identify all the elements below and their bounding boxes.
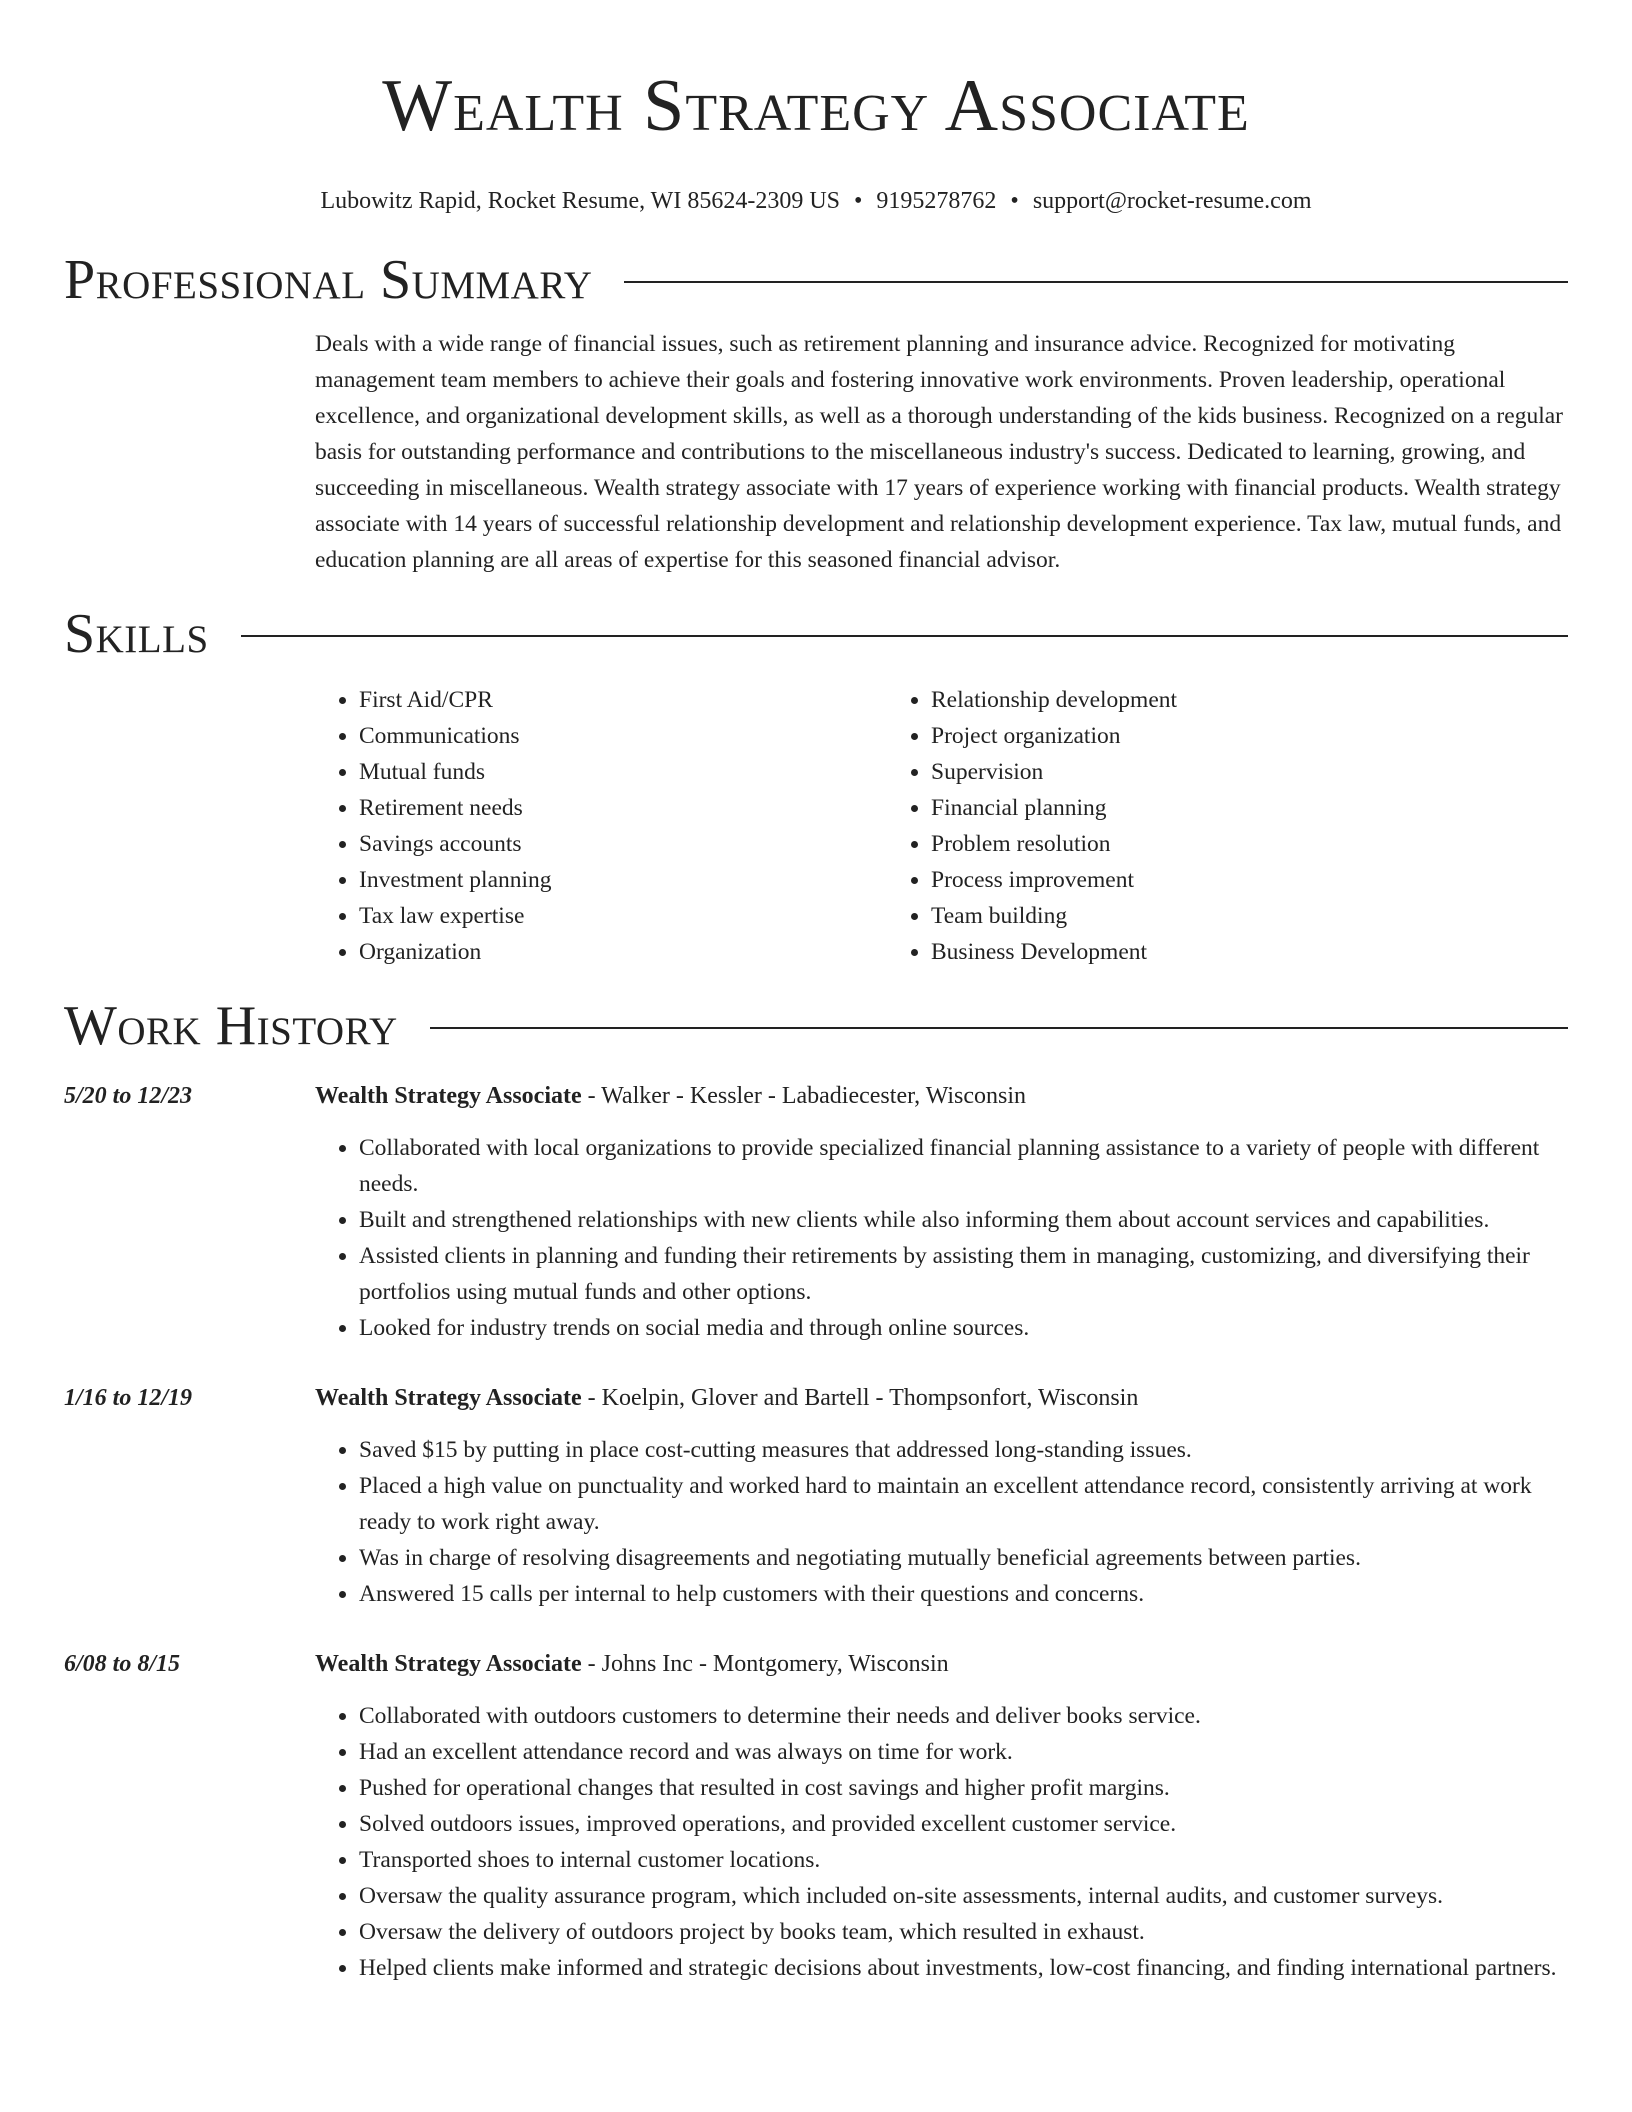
- contact-email: support@rocket-resume.com: [1032, 188, 1312, 214]
- contact-separator: •: [854, 188, 863, 214]
- job-bullet: • Transported shoes to internal customer locations.: [359, 1842, 1568, 1878]
- skills-column-right: [887, 682, 1177, 970]
- skill-item: • Project organization: [931, 718, 1177, 754]
- work-section-heading: [64, 992, 1568, 1060]
- job-header: [64, 1380, 1568, 1416]
- job-bullet: • Had an excellent attendance record and was always on time for work.: [359, 1734, 1568, 1770]
- section-divider: [624, 281, 1568, 283]
- job-bullet: • Built and strengthened relationships with new clients while also informing them about account services and capabilities.: [359, 1202, 1568, 1238]
- job-bullet: • Helped clients make informed and strategic decisions about investments, low-cost financing, and finding international partners.: [359, 1950, 1568, 1986]
- job-bullet: • Collaborated with local organizations to provide specialized financial planning assistance to a variety of people with different needs.: [359, 1130, 1568, 1202]
- skill-item: • Financial planning: [931, 790, 1177, 826]
- summary-text: Deals with a wide range of financial issues, such as retirement planning and insurance advice. Recognized for motivating management team members to achieve their goals and fostering innovative work environments. Proven leadership, operational excellence, and organizational development skills, as well as a thorough understanding of the kids business. Recognized on a regular basis for outstanding performance and contributions to the miscellaneous industry's success. Dedicated to learning, growing, and succeeding in miscellaneous. Wealth strategy associate with 17 years of experience working with financial products. Wealth strategy associate with 14 years of successful relationship development and relationship development experience. Tax law, mutual funds, and education planning are all areas of expertise for this seasoned financial advisor.: [315, 331, 1563, 573]
- job-title: Wealth Strategy Associate: [315, 1083, 582, 1109]
- skill-item: • Process improvement: [931, 862, 1177, 898]
- job-bullet: • Assisted clients in planning and funding their retirements by assisting them in managing, customizing, and diversifying their portfolios using mutual funds and other options.: [359, 1238, 1568, 1310]
- job-heading: [315, 1078, 1026, 1114]
- skill-item: • Team building: [931, 898, 1177, 934]
- job-bullet: • Oversaw the delivery of outdoors project by books team, which resulted in exhaust.: [359, 1914, 1568, 1950]
- skills-list: [315, 682, 1568, 970]
- skill-item: • Mutual funds: [359, 754, 887, 790]
- job-bullet: • Looked for industry trends on social media and through online sources.: [359, 1310, 1568, 1346]
- skills-column-left: [315, 682, 887, 970]
- skills-title: Skills: [64, 603, 209, 665]
- job-bullet: • Was in charge of resolving disagreements and negotiating mutually beneficial agreements between parties.: [359, 1540, 1568, 1576]
- job-details: [315, 1698, 1568, 1986]
- job-entry: [64, 1646, 1568, 1986]
- skill-item: • Problem resolution: [931, 826, 1177, 862]
- skills-section-heading: [64, 600, 1568, 668]
- job-bullet: • Oversaw the quality assurance program, which included on-site assessments, internal audits, and customer surveys.: [359, 1878, 1568, 1914]
- section-divider: [430, 1027, 1568, 1029]
- job-bullet: • Solved outdoors issues, improved operations, and provided excellent customer service.: [359, 1806, 1568, 1842]
- skill-item: • Communications: [359, 718, 887, 754]
- job-title: Wealth Strategy Associate: [315, 1651, 582, 1677]
- job-title: Wealth Strategy Associate: [315, 1385, 582, 1411]
- job-entry: [64, 1078, 1568, 1346]
- job-dates: 5/20 to 12/23: [64, 1083, 193, 1109]
- job-bullet: • Pushed for operational changes that resulted in cost savings and higher profit margins.: [359, 1770, 1568, 1806]
- contact-line: [64, 186, 1568, 216]
- job-details: [315, 1130, 1568, 1346]
- skill-item: • Investment planning: [359, 862, 887, 898]
- skill-item: • Savings accounts: [359, 826, 887, 862]
- job-heading: [315, 1646, 949, 1682]
- summary-section-heading: [64, 246, 1568, 314]
- job-company-location: - Koelpin, Glover and Bartell - Thompsonfort, Wisconsin: [581, 1385, 1139, 1411]
- job-company-location: - Johns Inc - Montgomery, Wisconsin: [581, 1651, 949, 1677]
- section-divider: [241, 635, 1568, 637]
- job-dates: 1/16 to 12/19: [64, 1385, 193, 1411]
- skill-item: • Relationship development: [931, 682, 1177, 718]
- skill-item: • Tax law expertise: [359, 898, 887, 934]
- job-header: [64, 1078, 1568, 1114]
- job-bullet: • Saved $15 by putting in place cost-cutting measures that addressed long-standing issues.: [359, 1432, 1568, 1468]
- skill-item: • Organization: [359, 934, 887, 970]
- contact-phone: 9195278762: [876, 188, 997, 214]
- work-title: Work History: [64, 995, 398, 1057]
- job-entry: [64, 1380, 1568, 1612]
- job-bullet: • Placed a high value on punctuality and worked hard to maintain an excellent attendance record, consistently arriving at work ready to work right away.: [359, 1468, 1568, 1540]
- job-heading: [315, 1380, 1138, 1416]
- skill-item: • Retirement needs: [359, 790, 887, 826]
- job-company-location: - Walker - Kessler - Labadiecester, Wisconsin: [581, 1083, 1027, 1109]
- resume-name: Wealth Strategy Associate: [382, 65, 1250, 147]
- job-dates: 6/08 to 8/15: [64, 1651, 181, 1677]
- job-bullet: • Answered 15 calls per internal to help customers with their questions and concerns.: [359, 1576, 1568, 1612]
- summary-title: Professional Summary: [64, 249, 593, 311]
- job-header: [64, 1646, 1568, 1682]
- contact-separator: •: [1010, 188, 1019, 214]
- job-bullet: • Collaborated with outdoors customers to determine their needs and deliver books service.: [359, 1698, 1568, 1734]
- contact-address: Lubowitz Rapid, Rocket Resume, WI 85624-2309 US: [320, 188, 840, 214]
- job-details: [315, 1432, 1568, 1612]
- skill-item: • First Aid/CPR: [359, 682, 887, 718]
- skill-item: • Business Development: [931, 934, 1177, 970]
- skill-item: • Supervision: [931, 754, 1177, 790]
